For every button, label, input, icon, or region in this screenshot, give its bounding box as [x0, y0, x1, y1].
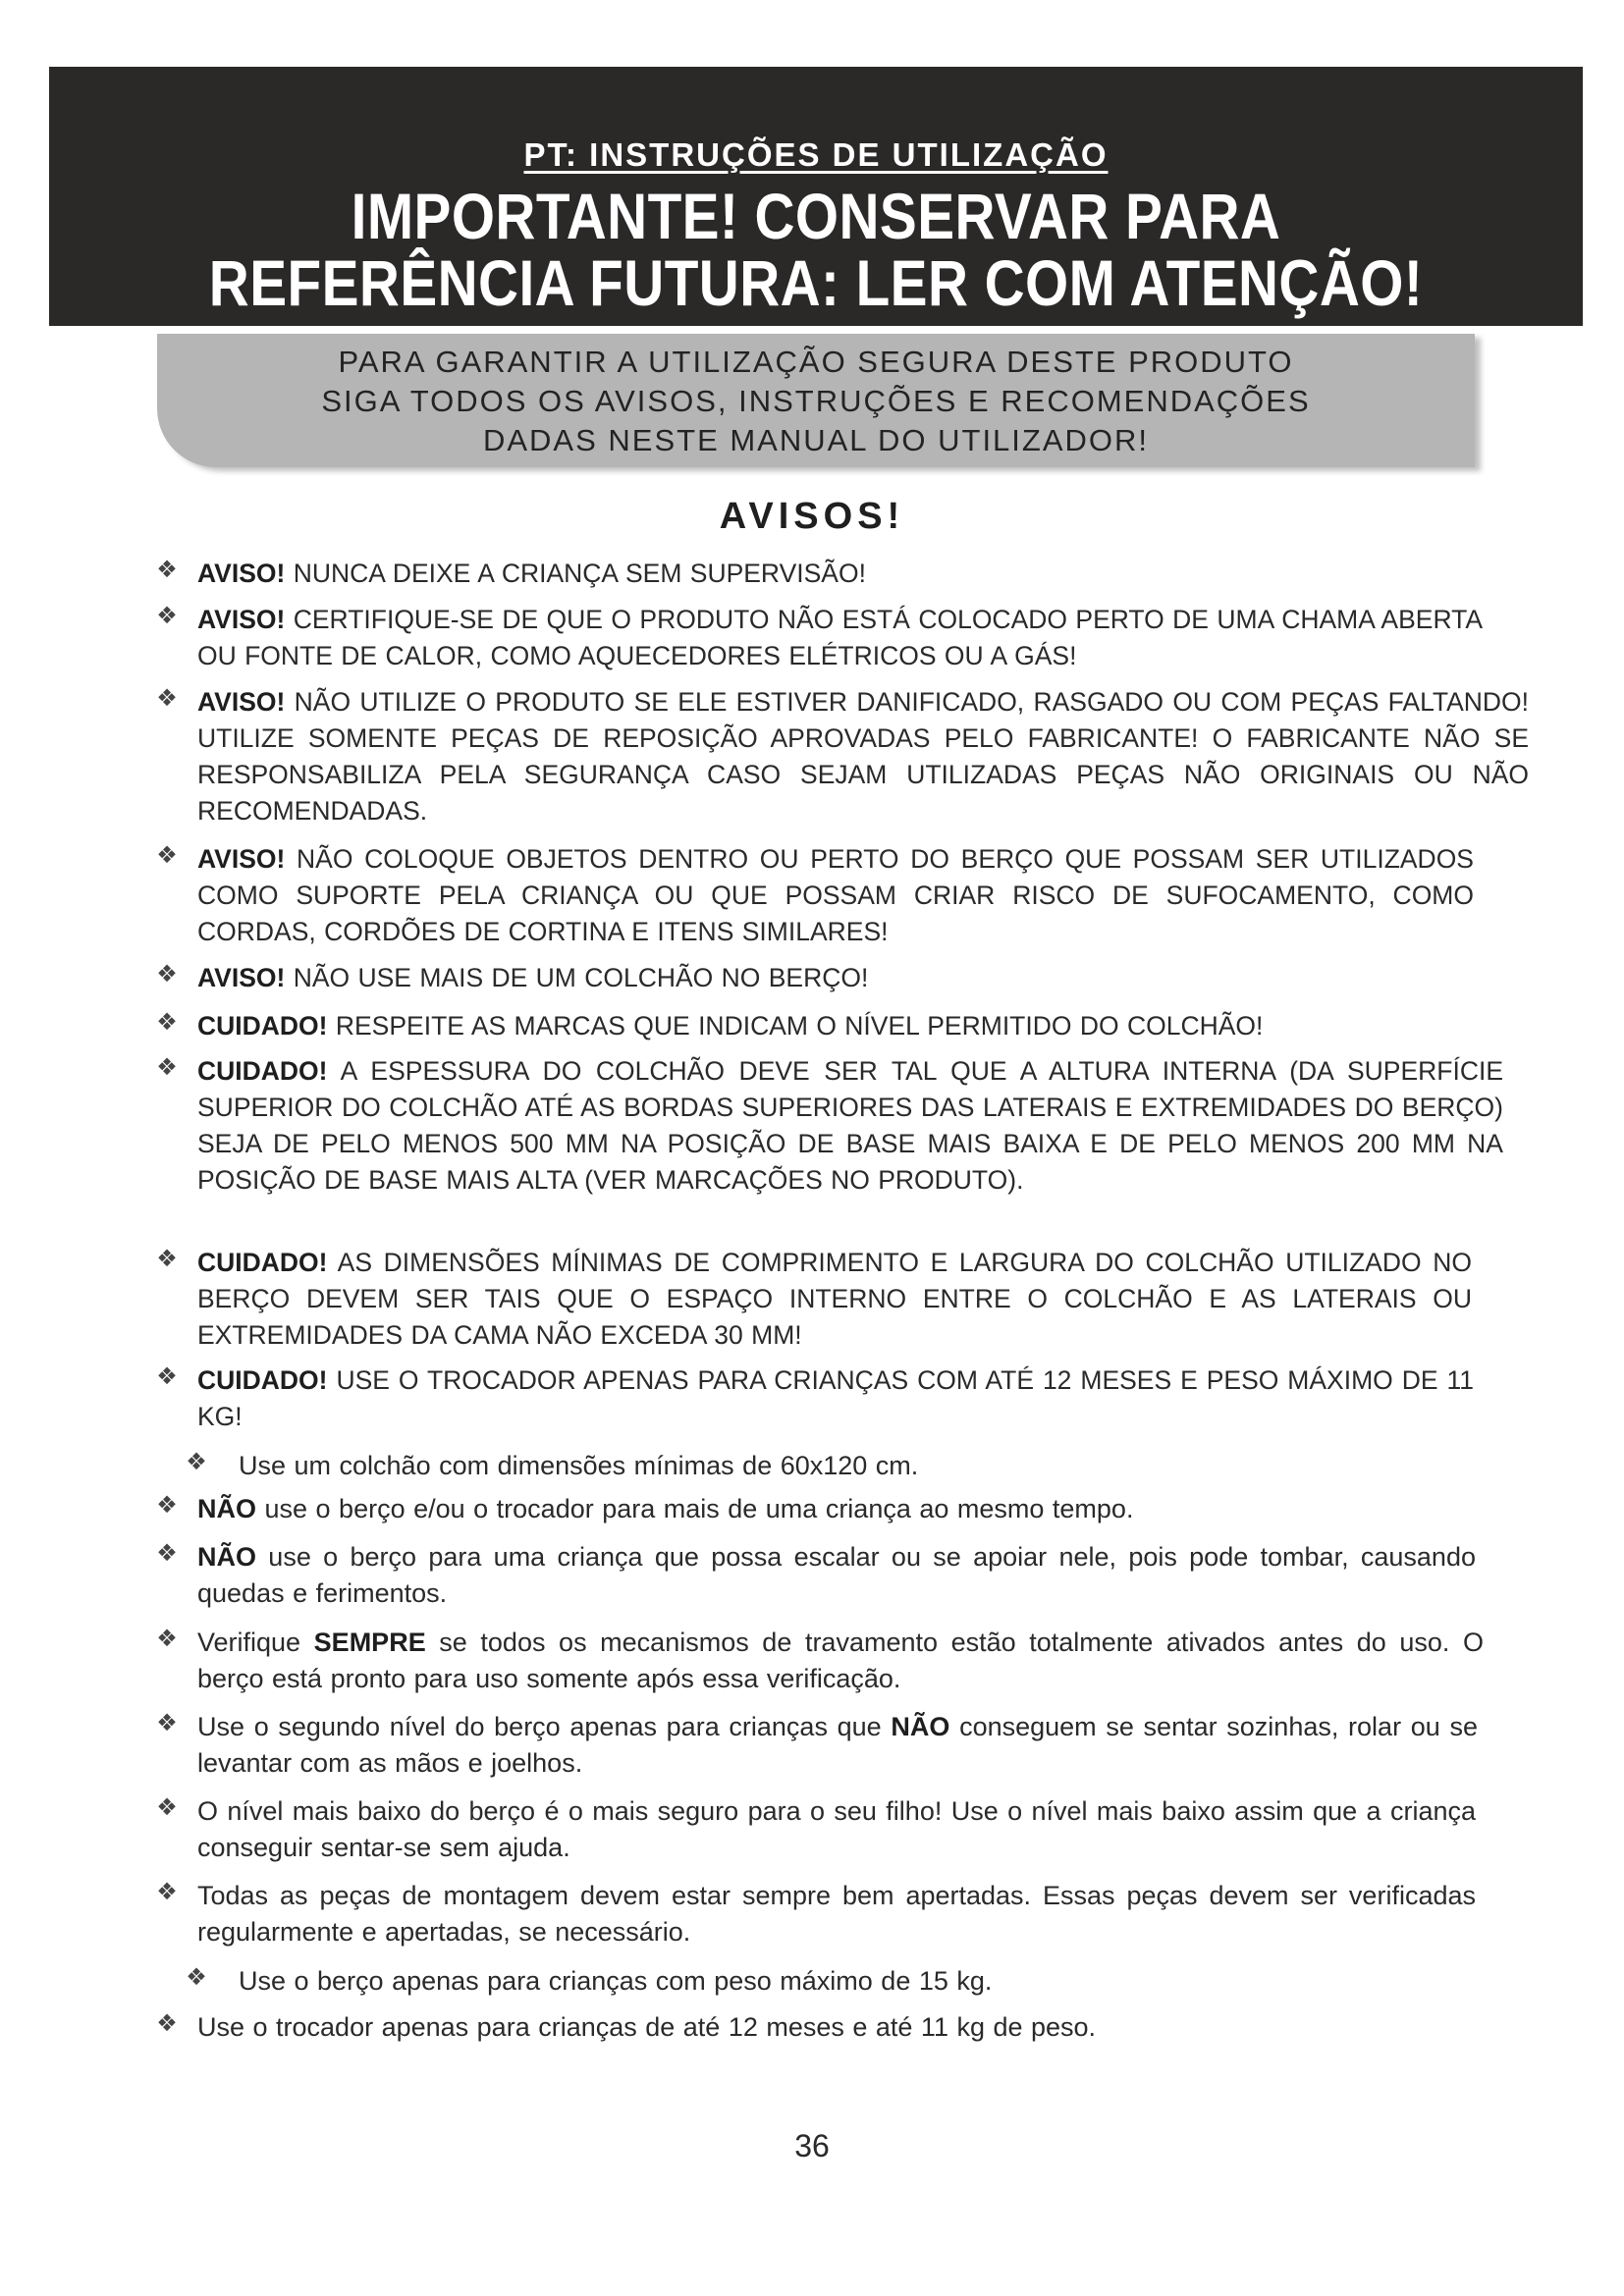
item-text: CUIDADO! AS DIMENSÕES MÍNIMAS DE COMPRIMENTO E LARGURA DO COLCHÃO UTILIZADO NO BERÇO DEVEM SER TAIS QUE O ESPAÇO INTERNO ENTRE O COLCHÃO E AS LATERAIS OU EXTREMIDADES DA CAMA NÃO EXCEDA 30 MM!: [197, 1248, 1472, 1350]
diamond-bullet-icon: ❖: [156, 1540, 178, 1567]
diamond-bullet-icon: ❖: [156, 1710, 178, 1736]
diamond-bullet-icon: ❖: [156, 1363, 178, 1390]
warnings-heading: AVISOS!: [719, 496, 905, 537]
item-text: AVISO! NÃO COLOQUE OBJETOS DENTRO OU PERTO DO BERÇO QUE POSSAM SER UTILIZADOS COMO SUPORTE PELA CRIANÇA OU QUE POSSAM CRIAR RISCO DE SUFOCAMENTO, COMO CORDAS, CORDÕES DE CORTINA E ITENS SIMILARES!: [197, 844, 1474, 946]
diamond-bullet-icon: ❖: [186, 1449, 207, 1475]
item-text: CUIDADO! A ESPESSURA DO COLCHÃO DEVE SER TAL QUE A ALTURA INTERNA (DA SUPERFÍCIE SUPERIOR DO COLCHÃO ATÉ AS BORDAS SUPERIORES DAS LATERAIS E EXTREMIDADES DO BERÇO) SEJA DE PELO MENOS 500 MM NA POSIÇÃO DE BASE MAIS BAIXA E DE PELO MENOS 200 MM NA POSIÇÃO DE BASE MAIS ALTA (VER MARCAÇÕES NO PRODUTO).: [197, 1056, 1503, 1195]
diamond-bullet-icon: ❖: [156, 603, 178, 629]
main-title-line-1: IMPORTANTE! CONSERVAR PARA: [351, 180, 1281, 252]
section-subtitle: PT: INSTRUÇÕES DE UTILIZAÇÃO: [523, 136, 1109, 173]
item-text: Todas as peças de montagem devem estar sempre bem apertadas. Essas peças devem ser verificadas regularmente e apertadas, se necessário.: [197, 1881, 1476, 1947]
page-number: 36: [794, 2128, 830, 2163]
diamond-bullet-icon: ❖: [156, 842, 178, 869]
main-title-line-2: REFERÊNCIA FUTURA: LER COM ATENÇÃO!: [208, 246, 1424, 319]
banner-line-1: PARA GARANTIR A UTILIZAÇÃO SEGURA DESTE PRODUTO: [338, 345, 1294, 379]
item-text: Use um colchão com dimensões mínimas de 60x120 cm.: [239, 1451, 919, 1480]
diamond-bullet-icon: ❖: [186, 1964, 207, 1991]
item-text: AVISO! NÃO USE MAIS DE UM COLCHÃO NO BERÇO!: [197, 963, 869, 992]
item-text: Use o segundo nível do berço apenas para crianças que NÃO conseguem se sentar sozinhas, rolar ou se levantar com as mãos e joelhos.: [197, 1712, 1479, 1778]
banner-line-3: DADAS NESTE MANUAL DO UTILIZADOR!: [482, 423, 1150, 457]
diamond-bullet-icon: ❖: [156, 961, 178, 988]
diamond-bullet-icon: ❖: [156, 685, 178, 712]
diamond-bullet-icon: ❖: [156, 1794, 178, 1821]
item-text: AVISO! CERTIFIQUE-SE DE QUE O PRODUTO NÃO ESTÁ COLOCADO PERTO DE UMA CHAMA ABERTA OU FONTE DE CALOR, COMO AQUECEDORES ELÉTRICOS OU A GÁS!: [197, 605, 1483, 670]
item-text: Use o trocador apenas para crianças de até 12 meses e até 11 kg de peso.: [197, 2012, 1097, 2042]
item-text: NÃO use o berço e/ou o trocador para mais de uma criança ao mesmo tempo.: [197, 1494, 1134, 1523]
diamond-bullet-icon: ❖: [156, 1492, 178, 1519]
diamond-bullet-icon: ❖: [156, 557, 178, 583]
diamond-bullet-icon: ❖: [156, 1879, 178, 1905]
item-text: CUIDADO! USE O TROCADOR APENAS PARA CRIANÇAS COM ATÉ 12 MESES E PESO MÁXIMO DE 11 KG!: [197, 1365, 1474, 1431]
item-text: AVISO! NÃO UTILIZE O PRODUTO SE ELE ESTIVER DANIFICADO, RASGADO OU COM PEÇAS FALTANDO! UTILIZE SOMENTE PEÇAS DE REPOSIÇÃO APROVADAS PELO FABRICANTE! O FABRICANTE NÃO SE RESPONSABILIZA PELA SEGURANÇA CASO SEJAM UTILIZADAS PEÇAS NÃO ORIGINAIS OU NÃO RECOMENDADAS.: [197, 687, 1529, 826]
item-text: AVISO! NUNCA DEIXE A CRIANÇA SEM SUPERVISÃO!: [197, 559, 866, 588]
diamond-bullet-icon: ❖: [156, 2010, 178, 2037]
diamond-bullet-icon: ❖: [156, 1246, 178, 1272]
item-text: O nível mais baixo do berço é o mais seguro para o seu filho! Use o nível mais baixo assim que a criança conseguir sentar-se sem ajuda.: [197, 1796, 1476, 1862]
diamond-bullet-icon: ❖: [156, 1009, 178, 1036]
main-title: [156, 180, 1475, 319]
item-text: Use o berço apenas para crianças com peso máximo de 15 kg.: [239, 1966, 993, 1996]
diamond-bullet-icon: ❖: [156, 1626, 178, 1652]
banner-line-2: SIGA TODOS OS AVISOS, INSTRUÇÕES E RECOMENDAÇÕES: [321, 384, 1311, 418]
item-text: CUIDADO! RESPEITE AS MARCAS QUE INDICAM O NÍVEL PERMITIDO DO COLCHÃO!: [197, 1011, 1264, 1041]
safety-banner: [157, 334, 1475, 467]
title-header: [49, 67, 1583, 326]
diamond-bullet-icon: ❖: [156, 1054, 178, 1081]
item-text: Verifique SEMPRE se todos os mecanismos de travamento estão totalmente ativados antes do uso. O berço está pronto para uso somente após essa verificação.: [197, 1628, 1484, 1693]
item-text: NÃO use o berço para uma criança que possa escalar ou se apoiar nele, pois pode tombar, causando quedas e ferimentos.: [197, 1542, 1476, 1608]
